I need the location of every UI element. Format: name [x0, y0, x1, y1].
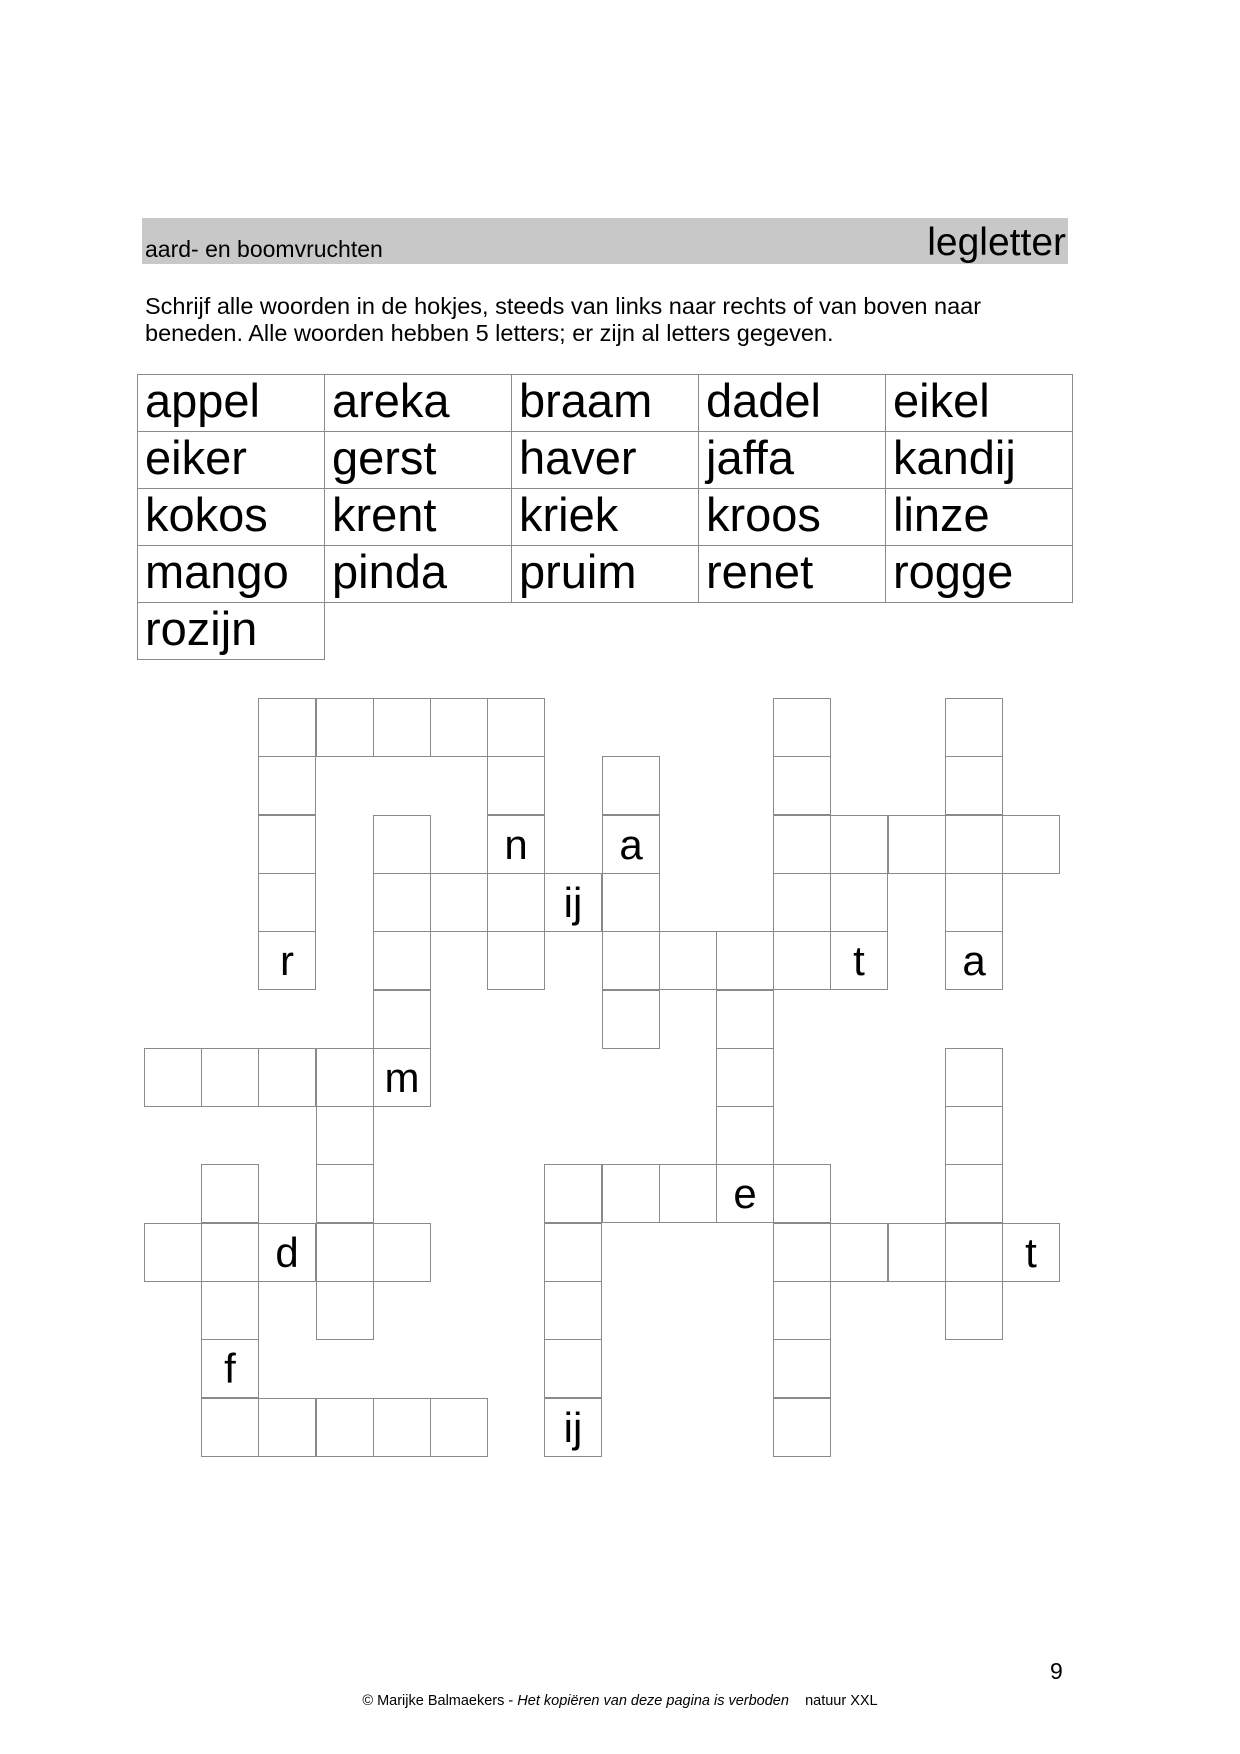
- word-cell: kroos: [698, 488, 886, 546]
- crossword-cell[interactable]: [830, 873, 888, 932]
- word-cell: jaffa: [698, 431, 886, 489]
- word-cell: gerst: [324, 431, 512, 489]
- crossword-cell[interactable]: [144, 1048, 202, 1107]
- crossword-cell[interactable]: [373, 815, 431, 874]
- crossword-cell[interactable]: [487, 698, 545, 757]
- crossword-cell[interactable]: [945, 756, 1003, 815]
- crossword-cell[interactable]: [201, 1164, 259, 1223]
- header-bar: [142, 218, 1068, 264]
- crossword-cell[interactable]: [716, 990, 774, 1049]
- crossword-cell[interactable]: [373, 990, 431, 1049]
- crossword-cell[interactable]: [258, 815, 316, 874]
- crossword-cell[interactable]: [773, 1281, 831, 1340]
- copy-notice: Het kopiëren van deze pagina is verboden: [517, 1693, 789, 1709]
- word-cell: eiker: [137, 431, 325, 489]
- crossword-cell[interactable]: [773, 815, 831, 874]
- crossword-cell[interactable]: [773, 1398, 831, 1457]
- crossword-cell[interactable]: [830, 1223, 888, 1282]
- word-cell: pruim: [511, 545, 699, 603]
- instructions: Schrijf alle woorden in de hokjes, steeds van links naar rechts of van boven naar beneden. Alle woorden hebben 5 letters; er zijn al letters gegeven.: [145, 293, 982, 346]
- crossword-cell[interactable]: [659, 931, 717, 990]
- given-letter-cell[interactable]: n: [487, 815, 545, 874]
- crossword-cell[interactable]: [659, 1164, 717, 1223]
- crossword-cell[interactable]: [716, 931, 774, 990]
- crossword-cell[interactable]: [773, 698, 831, 757]
- crossword-cell[interactable]: [373, 1223, 431, 1282]
- crossword-cell[interactable]: [373, 931, 431, 990]
- crossword-cell[interactable]: [316, 1106, 374, 1165]
- given-letter-cell[interactable]: ij: [544, 873, 602, 932]
- given-letter-cell[interactable]: e: [716, 1164, 774, 1223]
- crossword-cell[interactable]: [773, 1223, 831, 1282]
- crossword-cell[interactable]: [316, 1281, 374, 1340]
- word-cell: kandij: [885, 431, 1073, 489]
- word-cell: rozijn: [137, 602, 325, 660]
- page-number: 9: [1050, 1658, 1063, 1684]
- word-cell: appel: [137, 374, 325, 432]
- crossword-cell[interactable]: [201, 1281, 259, 1340]
- crossword-cell[interactable]: [716, 1106, 774, 1165]
- crossword-cell[interactable]: [201, 1398, 259, 1457]
- crossword-cell[interactable]: [487, 873, 545, 932]
- given-letter-cell[interactable]: a: [945, 931, 1003, 990]
- crossword-cell[interactable]: [373, 698, 431, 757]
- crossword-cell[interactable]: [945, 1048, 1003, 1107]
- series-name: natuur XXL: [805, 1693, 878, 1709]
- given-letter-cell[interactable]: ij: [544, 1398, 602, 1457]
- crossword-cell[interactable]: [430, 698, 488, 757]
- crossword-cell[interactable]: [430, 873, 488, 932]
- crossword-cell[interactable]: [945, 698, 1003, 757]
- crossword-cell[interactable]: [316, 1223, 374, 1282]
- crossword-cell[interactable]: [316, 698, 374, 757]
- crossword-cell[interactable]: [773, 1164, 831, 1223]
- word-cell: haver: [511, 431, 699, 489]
- crossword-cell[interactable]: [1002, 815, 1060, 874]
- crossword-cell[interactable]: [258, 1398, 316, 1457]
- crossword-cell[interactable]: [258, 698, 316, 757]
- subject-title: aard- en boomvruchten: [145, 236, 383, 262]
- given-letter-cell[interactable]: d: [258, 1223, 316, 1282]
- activity-title: legletter: [927, 221, 1066, 264]
- crossword-cell[interactable]: [945, 1164, 1003, 1223]
- footer-separator: -: [504, 1693, 518, 1709]
- crossword-cell[interactable]: [602, 1164, 660, 1223]
- crossword-cell[interactable]: [773, 1339, 831, 1398]
- crossword-cell[interactable]: [888, 815, 946, 874]
- word-cell: kokos: [137, 488, 325, 546]
- crossword-cell[interactable]: [945, 815, 1003, 874]
- crossword-cell[interactable]: [602, 931, 660, 990]
- crossword-cell[interactable]: [830, 815, 888, 874]
- crossword-cell[interactable]: [201, 1048, 259, 1107]
- word-cell: mango: [137, 545, 325, 603]
- given-letter-cell[interactable]: m: [373, 1048, 431, 1107]
- given-letter-cell[interactable]: r: [258, 931, 316, 990]
- crossword-cell[interactable]: [544, 1339, 602, 1398]
- crossword-cell[interactable]: [373, 873, 431, 932]
- crossword-cell[interactable]: [430, 1398, 488, 1457]
- word-cell: dadel: [698, 374, 886, 432]
- copyright: © Marijke Balmaekers: [362, 1693, 505, 1709]
- crossword-cell[interactable]: [602, 873, 660, 932]
- crossword-cell[interactable]: [945, 1223, 1003, 1282]
- crossword-cell[interactable]: [716, 1048, 774, 1107]
- crossword-cell[interactable]: [258, 756, 316, 815]
- crossword-cell[interactable]: [602, 756, 660, 815]
- word-cell: linze: [885, 488, 1073, 546]
- given-letter-cell[interactable]: a: [602, 815, 660, 874]
- word-cell: pinda: [324, 545, 512, 603]
- crossword-cell[interactable]: [258, 1048, 316, 1107]
- crossword-cell[interactable]: [773, 873, 831, 932]
- crossword-cell[interactable]: [773, 756, 831, 815]
- crossword-cell[interactable]: [487, 756, 545, 815]
- crossword-cell[interactable]: [373, 1398, 431, 1457]
- word-cell: eikel: [885, 374, 1073, 432]
- footer: [0, 1693, 1240, 1709]
- crossword-cell[interactable]: [316, 1164, 374, 1223]
- crossword-cell[interactable]: [544, 1281, 602, 1340]
- crossword-cell[interactable]: [945, 873, 1003, 932]
- crossword-cell[interactable]: [487, 931, 545, 990]
- crossword-cell[interactable]: [544, 1164, 602, 1223]
- word-cell: areka: [324, 374, 512, 432]
- crossword-cell[interactable]: [316, 1398, 374, 1457]
- crossword-cell[interactable]: [945, 1281, 1003, 1340]
- given-letter-cell[interactable]: t: [1002, 1223, 1060, 1282]
- crossword-cell[interactable]: [945, 1106, 1003, 1165]
- word-cell: kriek: [511, 488, 699, 546]
- crossword-cell[interactable]: [316, 1048, 374, 1107]
- crossword-cell[interactable]: [144, 1223, 202, 1282]
- crossword-cell[interactable]: [888, 1223, 946, 1282]
- crossword-cell[interactable]: [544, 1223, 602, 1282]
- crossword-cell[interactable]: [602, 990, 660, 1049]
- given-letter-cell[interactable]: f: [201, 1339, 259, 1398]
- crossword-cell[interactable]: [773, 931, 831, 990]
- given-letter-cell[interactable]: t: [830, 931, 888, 990]
- word-cell: krent: [324, 488, 512, 546]
- crossword-cell[interactable]: [258, 873, 316, 932]
- word-cell: braam: [511, 374, 699, 432]
- crossword-cell[interactable]: [201, 1223, 259, 1282]
- word-cell: renet: [698, 545, 886, 603]
- word-cell: rogge: [885, 545, 1073, 603]
